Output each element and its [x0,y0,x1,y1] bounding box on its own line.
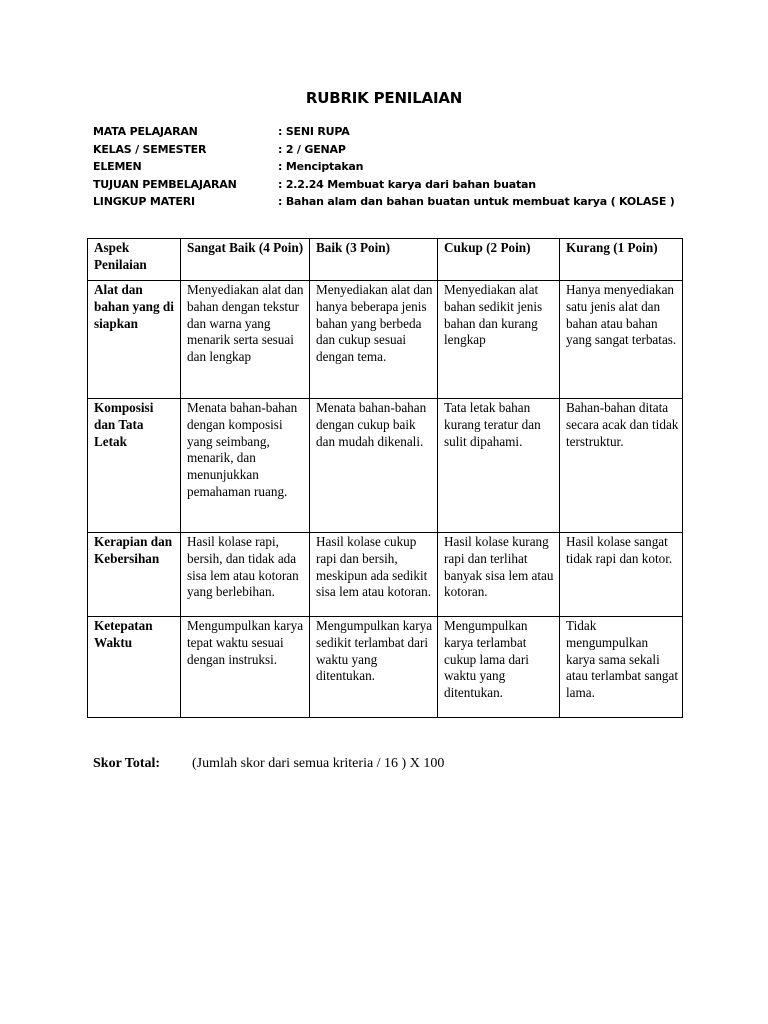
meta-row-elemen [93,158,675,176]
meta-value: : 2.2.24 Membuat karya dari bahan buatan [278,177,536,191]
rubric-table [87,238,683,718]
table-cell: Menata bahan-bahan dengan komposisi yang seimbang, menarik, dan menunjukkan pemahaman ruang. [181,399,310,533]
meta-value: : 2 / GENAP [278,142,346,156]
table-row [88,399,683,533]
table-cell: Menyediakan alat dan bahan dengan tekstur dan warna yang menarik serta sesuai dan lengkap [181,281,310,399]
meta-row-tujuan-pembelajaran [93,176,675,194]
table-cell: Hanya menyediakan satu jenis alat dan bahan atau bahan yang sangat terbatas. [560,281,683,399]
header-sangat-baik: Sangat Baik (4 Poin) [181,239,310,281]
table-cell-aspek: Komposisi dan Tata Letak [88,399,181,533]
document-meta [93,123,675,211]
header-baik: Baik (3 Poin) [310,239,438,281]
table-row [88,281,683,399]
header-aspek-penilaian: Aspek Penilaian [88,239,181,281]
table-cell: Hasil kolase sangat tidak rapi dan kotor. [560,533,683,617]
meta-row-lingkup-materi [93,193,675,211]
table-cell: Tata letak bahan kurang teratur dan sulit dipahami. [438,399,560,533]
meta-value: : Menciptakan [278,160,364,173]
table-cell: Menata bahan-bahan dengan cukup baik dan mudah dikenali. [310,399,438,533]
meta-label: LINGKUP MATERI [93,195,195,208]
table-cell: Hasil kolase rapi, bersih, dan tidak ada sisa lem atau kotoran yang berlebihan. [181,533,310,617]
table-cell: Bahan-bahan ditata secara acak dan tidak terstruktur. [560,399,683,533]
header-cukup: Cukup (2 Poin) [438,239,560,281]
meta-value: : SENI RUPA [278,125,350,138]
table-cell: Mengumpulkan karya terlambat cukup lama dari waktu yang ditentukan. [438,617,560,718]
table-cell: Mengumpulkan karya tepat waktu sesuai dengan instruksi. [181,617,310,718]
table-cell: Hasil kolase kurang rapi dan terlihat banyak sisa lem atau kotoran. [438,533,560,617]
meta-label: MATA PELAJARAN [93,125,198,138]
table-cell-aspek: Ketepatan Waktu [88,617,181,718]
meta-row-mata-pelajaran [93,123,675,141]
table-cell-aspek: Kerapian dan Kebersihan [88,533,181,617]
table-cell: Tidak mengumpulkan karya sama sekali atau terlambat sangat lama. [560,617,683,718]
meta-label: ELEMEN [93,160,142,173]
table-cell: Menyediakan alat bahan sedikit jenis bahan dan kurang lengkap [438,281,560,399]
table-cell: Menyediakan alat dan hanya beberapa jenis bahan yang berbeda dan cukup sesuai dengan tema. [310,281,438,399]
table-cell: Hasil kolase cukup rapi dan bersih, meskipun ada sedikit sisa lem atau kotoran. [310,533,438,617]
table-header-row [88,239,683,281]
meta-value: : Bahan alam dan bahan buatan untuk membuat karya ( KOLASE ) [278,195,675,208]
table-cell-aspek: Alat dan bahan yang di siapkan [88,281,181,399]
meta-label: TUJUAN PEMBELAJARAN [93,177,237,191]
score-label: Skor Total: [93,756,161,771]
document-title: RUBRIK PENILAIAN [305,89,463,107]
table-row [88,617,683,718]
header-kurang: Kurang (1 Poin) [560,239,683,281]
score-total [93,756,444,772]
table-row [88,533,683,617]
table-cell: Mengumpulkan karya sedikit terlambat dari waktu yang ditentukan. [310,617,438,718]
meta-row-kelas-semester [93,141,675,159]
score-formula: (Jumlah skor dari semua kriteria / 16 ) X 100 [192,756,445,771]
meta-label: KELAS / SEMESTER [93,142,207,156]
